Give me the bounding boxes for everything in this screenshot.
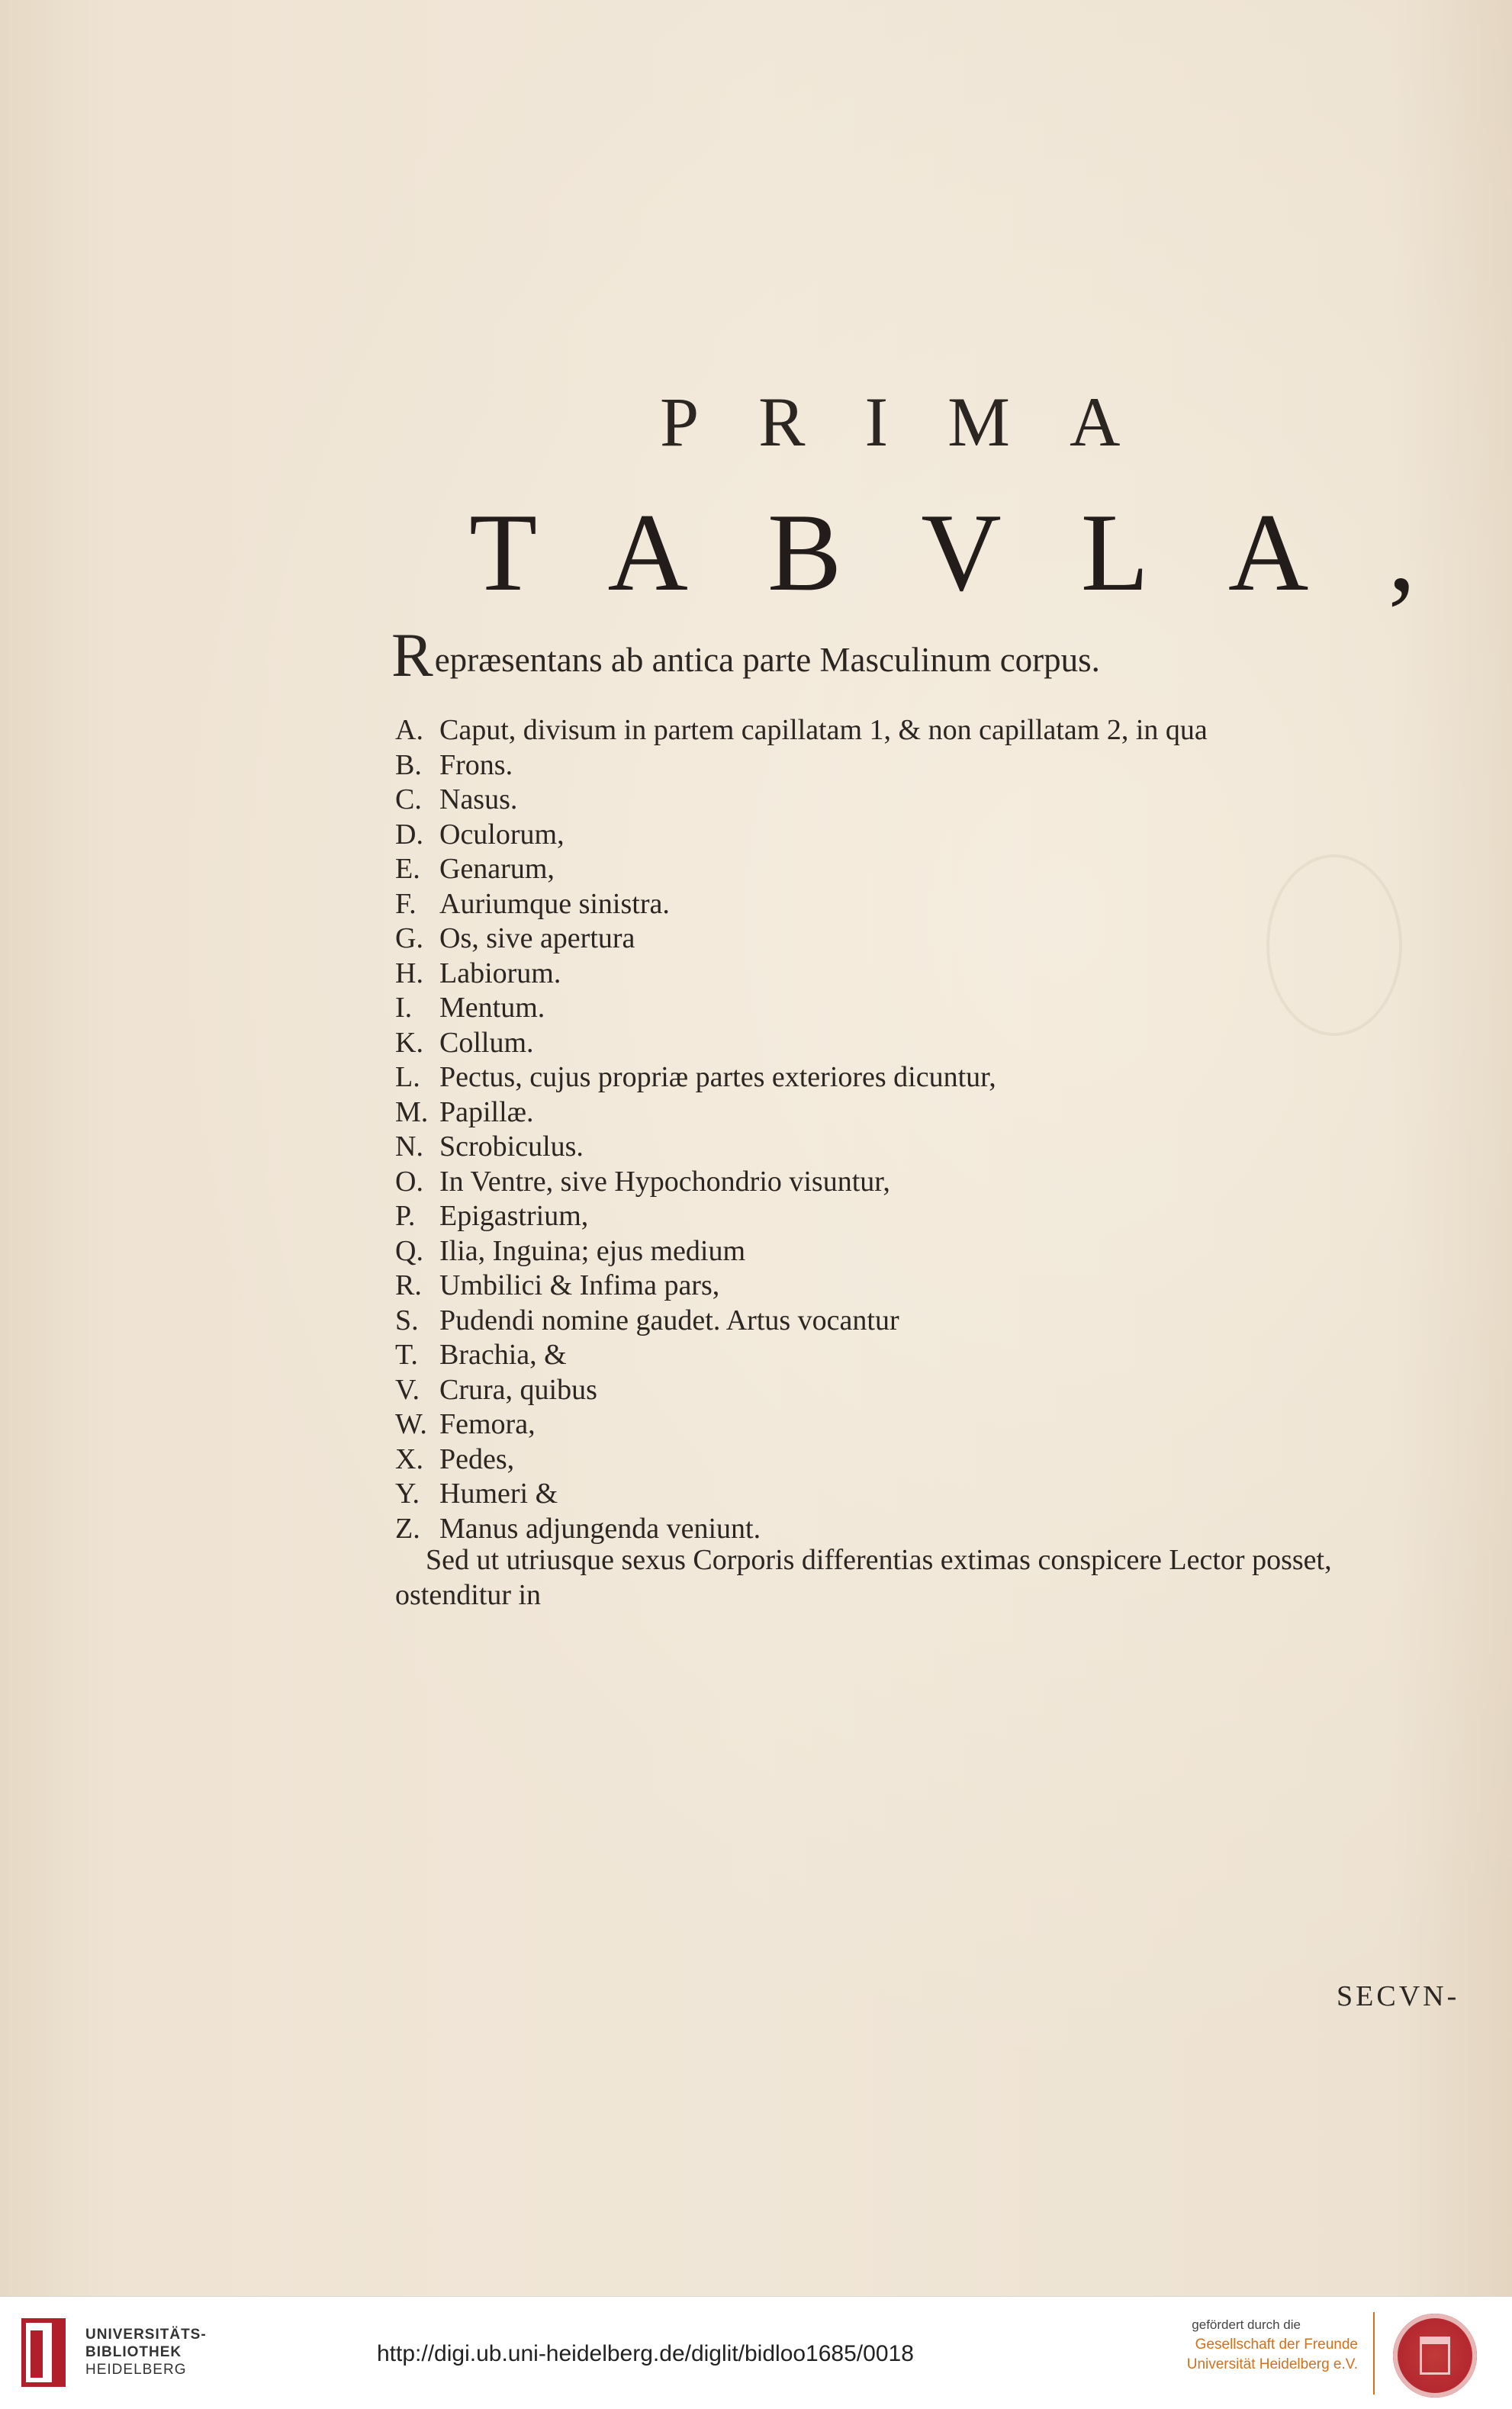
legend-item: [395, 1477, 1208, 1512]
legend-text: Genarum,: [439, 853, 555, 885]
legend-text: Labiorum.: [439, 957, 561, 989]
legend-letter: M.: [395, 1095, 429, 1128]
legend-item: [395, 887, 1208, 922]
legend-item: [395, 1165, 1208, 1200]
show-through-shape: [1266, 854, 1402, 1036]
legend-letter: Y.: [395, 1478, 420, 1510]
legend-text: Epigastrium,: [439, 1200, 589, 1232]
legend-letter: N.: [395, 1131, 423, 1163]
legend-text: Papillæ.: [439, 1095, 534, 1128]
legend-letter: S.: [395, 1304, 419, 1336]
legend-text: Collum.: [439, 1026, 534, 1059]
legend-text: Frons.: [439, 748, 513, 781]
legend-letter: R.: [395, 1269, 422, 1301]
legend-text: Pedes,: [439, 1443, 515, 1475]
library-name-line1: UNIVERSITÄTS-: [85, 2327, 207, 2343]
legend-letter: O.: [395, 1165, 423, 1198]
sponsor-org-line1: Gesellschaft der Freunde: [1195, 2337, 1358, 2353]
legend-text: Crura, quibus: [439, 1373, 597, 1406]
legend-item: [395, 748, 1208, 783]
title-prima: PRIMA: [660, 383, 1180, 461]
legend-letter: L.: [395, 1061, 420, 1093]
legend-text: Pectus, cujus propriæ partes exteriores dicuntur,: [439, 1061, 996, 1093]
library-name-line2: BIBLIOTHEK: [85, 2344, 182, 2360]
legend-letter: H.: [395, 957, 423, 989]
legend-letter: D.: [395, 818, 423, 851]
legend-letter: T.: [395, 1339, 418, 1371]
legend-item: [395, 1060, 1208, 1095]
legend-letter: V.: [395, 1373, 420, 1406]
legend-letter: E.: [395, 853, 420, 885]
legend-text: Brachia, &: [439, 1339, 567, 1371]
closing-line-1: Sed ut utriusque sexus Corporis differentias extimas conspicere Lector posset,: [426, 1544, 1332, 1576]
legend-letter: C.: [395, 783, 422, 815]
legend-item: [395, 1338, 1208, 1373]
legend-list: [395, 713, 1208, 1546]
legend-item: [395, 1026, 1208, 1061]
legend-item: [395, 1234, 1208, 1269]
library-logo-icon[interactable]: [21, 2318, 66, 2387]
university-seal-icon[interactable]: [1393, 2314, 1477, 2398]
legend-letter: A.: [395, 714, 423, 746]
library-name-line3: HEIDELBERG: [85, 2362, 187, 2378]
footer-divider: [1373, 2312, 1375, 2395]
show-through: [809, 156, 877, 217]
legend-item: [395, 1269, 1208, 1304]
subtitle-text: epræsentans ab antica parte Masculinum corpus.: [434, 641, 1100, 679]
legend-item: [395, 783, 1208, 818]
sponsor-block[interactable]: [1167, 2315, 1358, 2375]
legend-item: [395, 991, 1208, 1026]
legend-item: [395, 1407, 1208, 1443]
sponsor-org-line2: Universität Heidelberg e.V.: [1186, 2356, 1358, 2372]
permalink-url[interactable]: http://digi.ub.uni-heidelberg.de/diglit/bidloo1685/0018: [377, 2341, 914, 2366]
legend-item: [395, 713, 1208, 748]
legend-item: [395, 818, 1208, 853]
footer-bar: [0, 2296, 1512, 2409]
legend-letter: G.: [395, 922, 423, 954]
legend-letter: B.: [395, 748, 422, 781]
legend-item: [395, 1095, 1208, 1131]
library-logo-text[interactable]: [85, 2326, 207, 2378]
sponsor-label: gefördert durch die: [1192, 2317, 1301, 2332]
legend-item: [395, 1304, 1208, 1339]
title-tabula: TABVLA,: [469, 490, 1495, 614]
legend-item: [395, 1373, 1208, 1408]
legend-letter: X.: [395, 1443, 423, 1475]
closing-line-2: ostenditur in: [395, 1579, 542, 1611]
legend-text: Ilia, Inguina; ejus medium: [439, 1234, 746, 1267]
legend-letter: Z.: [395, 1512, 420, 1545]
legend-text: Scrobiculus.: [439, 1131, 584, 1163]
legend-text: Umbilici & Infima pars,: [439, 1269, 720, 1301]
legend-item: [395, 957, 1208, 992]
legend-letter: Q.: [395, 1234, 423, 1267]
legend-text: Femora,: [439, 1408, 536, 1440]
catchword: SECVN-: [1337, 1980, 1460, 2012]
legend-text: Auriumque sinistra.: [439, 887, 670, 920]
legend-item: [395, 921, 1208, 957]
legend-item: [395, 852, 1208, 887]
legend-text: Os, sive apertura: [439, 922, 635, 954]
legend-letter: I.: [395, 992, 413, 1024]
subtitle: [391, 620, 1383, 690]
legend-text: Caput, divisum in partem capillatam 1, & non capillatam 2, in qua: [439, 714, 1208, 746]
legend-text: Mentum.: [439, 992, 545, 1024]
legend-text: Manus adjungenda veniunt.: [439, 1512, 761, 1545]
legend-letter: P.: [395, 1200, 416, 1232]
legend-letter: W.: [395, 1408, 427, 1440]
legend-text: Oculorum,: [439, 818, 565, 851]
legend-letter: K.: [395, 1026, 423, 1059]
legend-item: [395, 1130, 1208, 1165]
legend-text: Nasus.: [439, 783, 518, 815]
legend-item: [395, 1512, 1208, 1547]
legend-text: In Ventre, sive Hypochondrio visuntur,: [439, 1165, 890, 1198]
legend-text: Pudendi nomine gaudet. Artus vocantur: [439, 1304, 899, 1336]
legend-item: [395, 1199, 1208, 1234]
legend-letter: F.: [395, 887, 417, 920]
legend-text: Humeri &: [439, 1478, 558, 1510]
closing-paragraph: [395, 1542, 1501, 1613]
drop-cap: R: [391, 620, 433, 690]
legend-item: [395, 1443, 1208, 1478]
